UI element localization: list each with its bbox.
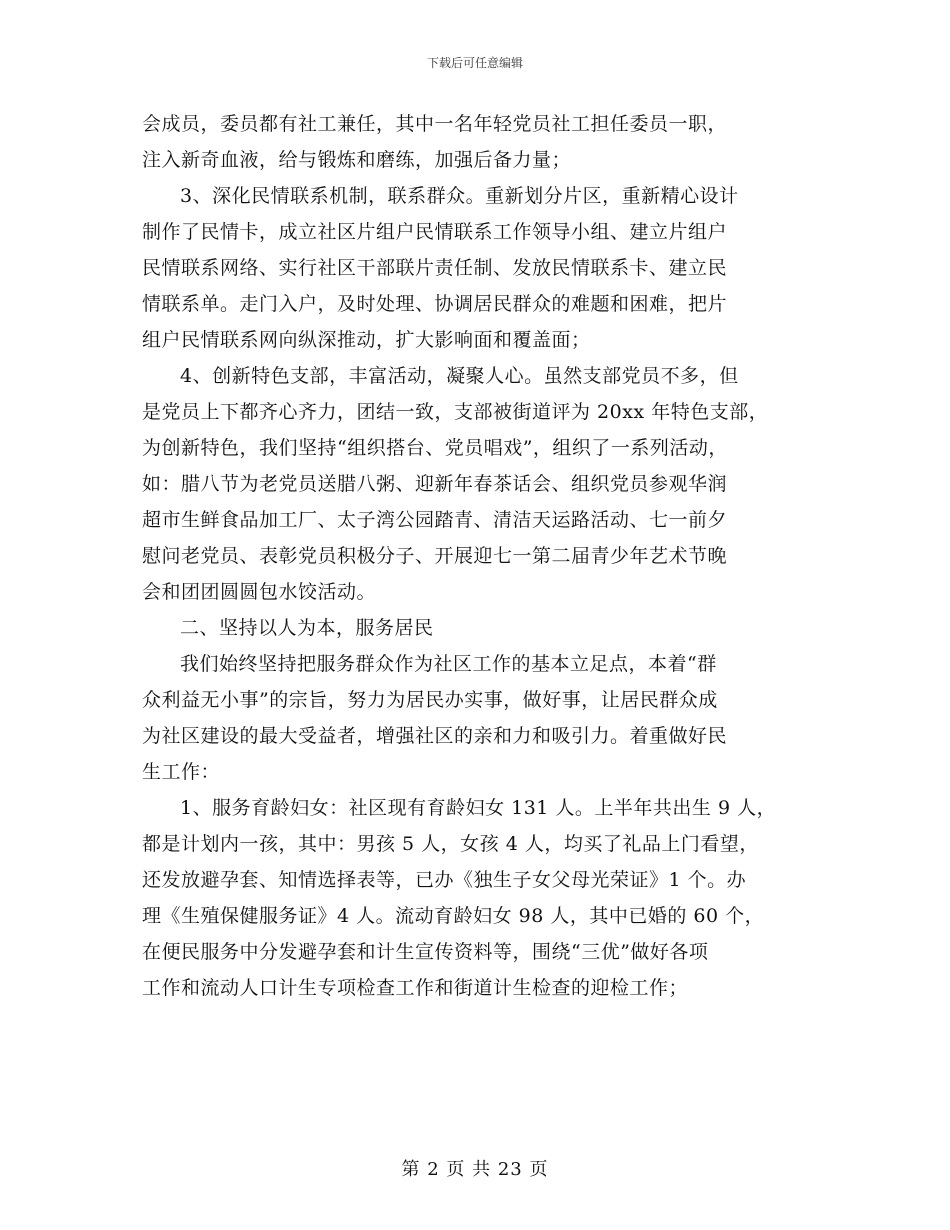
text-line: 会成员，委员都有社工兼任，其中一名年轻党员社工担任委员一职， bbox=[142, 113, 728, 135]
section-heading: 二、坚持以人为本，服务居民 bbox=[180, 617, 434, 639]
text-line: 情联系单。走门入户，及时处理、协调居民群众的难题和困难，把片 bbox=[142, 293, 728, 315]
text-line: 超市生鲜食品加工厂、太子湾公园踏青、清洁天运路活动、七一前夕 bbox=[142, 509, 728, 531]
page-header: 下载后可任意编辑 bbox=[426, 56, 523, 70]
text-line: 众利益无小事”的宗旨，努力为居民办实事，做好事，让居民群众成 bbox=[142, 689, 718, 711]
text-line: 都是计划内一孩，其中：男孩 5 人，女孩 4 人，均买了礼品上门看望， bbox=[142, 833, 759, 855]
text-line: 3、深化民情联系机制，联系群众。重新划分片区，重新精心设计 bbox=[180, 185, 739, 207]
text-line: 为社区建设的最大受益者，增强社区的亲和力和吸引力。着重做好民 bbox=[142, 725, 728, 747]
text-line: 1、服务育龄妇女：社区现有育龄妇女 131 人。上半年共出生 9 人， bbox=[180, 797, 777, 819]
text-line: 制作了民情卡，成立社区片组户民情联系工作领导小组、建立片组户 bbox=[142, 221, 728, 243]
text-line: 民情联系网络、实行社区干部联片责任制、发放民情联系卡、建立民 bbox=[142, 257, 728, 279]
text-line: 如：腊八节为老党员送腊八粥、迎新年春茶话会、组织党员参观华润 bbox=[142, 473, 728, 495]
text-line: 在便民服务中分发避孕套和计生宣传资料等，围绕“三优”做好各项 bbox=[142, 941, 709, 963]
text-line: 是党员上下都齐心齐力，团结一致，支部被街道评为 20xx 年特色支部， bbox=[142, 401, 769, 423]
text-line: 理《生殖保健服务证》4 人。流动育龄妇女 98 人，其中已婚的 60 个， bbox=[142, 905, 765, 927]
text-line: 注入新奇血液，给与锻炼和磨练，加强后备力量； bbox=[142, 149, 572, 171]
text-line: 组户民情联系网向纵深推动，扩大影响面和覆盖面； bbox=[142, 329, 591, 351]
document-body bbox=[142, 106, 812, 1006]
text-line: 我们始终坚持把服务群众作为社区工作的基本立足点，本着“群 bbox=[180, 653, 717, 675]
text-line: 还发放避孕套、知情选择表等，已办《独生子女父母光荣证》1 个。办 bbox=[142, 869, 747, 891]
text-line: 4、创新特色支部，丰富活动，凝聚人心。虽然支部党员不多，但 bbox=[180, 365, 739, 387]
text-line: 会和团团圆圆包水饺活动。 bbox=[142, 581, 377, 603]
text-line: 生工作： bbox=[142, 761, 221, 783]
page-number: 第 2 页 共 23 页 bbox=[401, 1159, 549, 1180]
text-line: 慰问老党员、表彰党员积极分子、开展迎七一第二届青少年艺术节晚 bbox=[142, 545, 728, 567]
text-line: 工作和流动人口计生专项检查工作和街道计生检查的迎检工作； bbox=[142, 977, 689, 999]
text-line: 为创新特色，我们坚持“组织搭台、党员唱戏”，组织了一系列活动， bbox=[142, 437, 728, 459]
